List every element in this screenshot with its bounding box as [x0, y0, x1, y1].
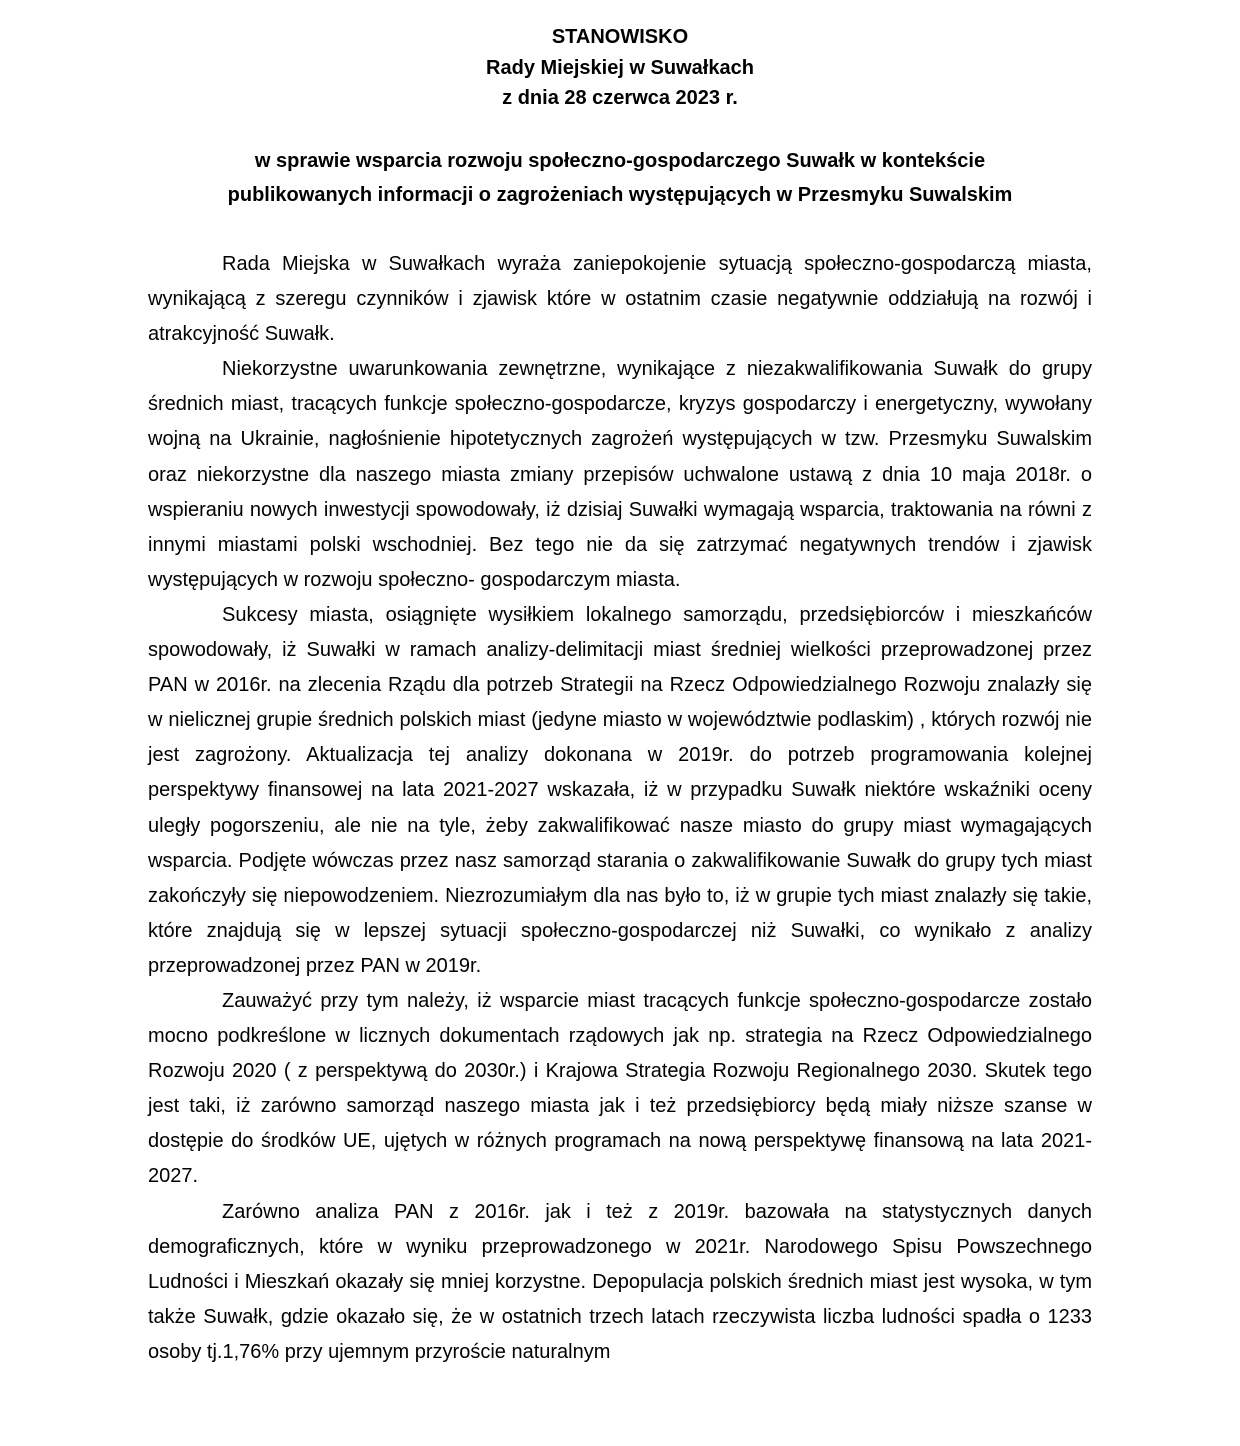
- issuing-body: Rady Miejskiej w Suwałkach: [486, 56, 754, 79]
- paragraph-5: Zarówno analiza PAN z 2016r. jak i też z 2019r. bazowała na statystycznych danych demograficznych, które w wyniku przeprowadzonego w 2021r. Narodowego Spisu Powszechnego Ludności i Mieszkań okazały się mniej korzystne. Depopulacja polskich średnich miast jest wysoka, w tym także Suwałk, gdzie okazało się, że w ostatnich trzech latach rzeczywista liczba ludności spadła o 1233 osoby tj.1,76% przy ujemnym przyroście naturalnym: [148, 1200, 1092, 1363]
- paragraph-1: Rada Miejska w Suwałkach wyraża zaniepokojenie sytuacją społeczno-gospodarczą miasta, wynikającą z szeregu czynników i zjawisk które w ostatnim czasie negatywnie oddziałują na rozwój i atrakcyjność Suwałk.: [148, 253, 1092, 346]
- document-date: z dnia 28 czerwca 2023 r.: [502, 87, 738, 109]
- subject-line-1: w sprawie wsparcia rozwoju społeczno-gospodarczego Suwałk w kontekście: [254, 150, 986, 172]
- document-subject: [148, 144, 1092, 212]
- subject-line-2: publikowanych informacji o zagrożeniach występujących w Przesmyku Suwalskim: [227, 184, 1013, 206]
- document-body: [148, 247, 1092, 1370]
- document-header: [0, 22, 1240, 114]
- paragraph-3: Sukcesy miasta, osiągnięte wysiłkiem lokalnego samorządu, przedsiębiorców i mieszkańców spowodowały, iż Suwałki w ramach analizy-delimitacji miast średniej wielkości przeprowadzonej przez PAN w 2016r. na zlecenia Rządu dla potrzeb Strategii na Rzecz Odpowiedzialnego Rozwoju znalazły się w nielicznej grupie średnich polskich miast (jedyne miasto w województwie podlaskim) , których rozwój nie jest zagrożony. Aktualizacja tej analizy dokonana w 2019r. do potrzeb programowania kolejnej perspektywy finansowej na lata 2021-2027 wskazała, iż w przypadku Suwałk niektóre wskaźniki oceny uległy pogorszeniu, ale nie na tyle, żeby zakwalifikować nasze miasto do grupy miast wymagających wsparcia. Podjęte wówczas przez nasz samorząd starania o zakwalifikowanie Suwałk do grupy tych miast zakończyły się niepowodzeniem. Niezrozumiałym dla nas było to, iż w grupie tych miast znalazły się takie, które znajdują się w lepszej sytuacji społeczno-gospodarczej niż Suwałki, co wynikało z analizy przeprowadzonej przez PAN w 2019r.: [148, 603, 1092, 977]
- paragraph-2: Niekorzystne uwarunkowania zewnętrzne, wynikające z niezakwalifikowania Suwałk do grupy średnich miast, tracących funkcje społeczno-gospodarcze, kryzys gospodarczy i energetyczny, wywołany wojną na Ukrainie, nagłośnienie hipotetycznych zagrożeń występujących w tzw. Przesmyku Suwalskim oraz niekorzystne dla naszego miasta zmiany przepisów uchwalone ustawą z dnia 10 maja 2018r. o wspieraniu nowych inwestycji spowodowały, iż dzisiaj Suwałki wymagają wsparcia, traktowania na równi z innymi miastami polski wschodniej. Bez tego nie da się zatrzymać negatywnych trendów i zjawisk występujących w rozwoju społeczno- gospodarczym miasta.: [148, 358, 1092, 591]
- paragraph-4: Zauważyć przy tym należy, iż wsparcie miast tracących funkcje społeczno-gospodarcze zostało mocno podkreślone w licznych dokumentach rządowych jak np. strategia na Rzecz Odpowiedzialnego Rozwoju 2020 ( z perspektywą do 2030r.) i Krajowa Strategia Rozwoju Regionalnego 2030. Skutek tego jest taki, iż zarówno samorząd naszego miasta jak i też przedsiębiorcy będą miały niższe szanse w dostępie do środków UE, ujętych w różnych programach na nową perspektywę finansową na lata 2021-2027.: [148, 989, 1092, 1188]
- document-type-title: STANOWISKO: [551, 26, 689, 48]
